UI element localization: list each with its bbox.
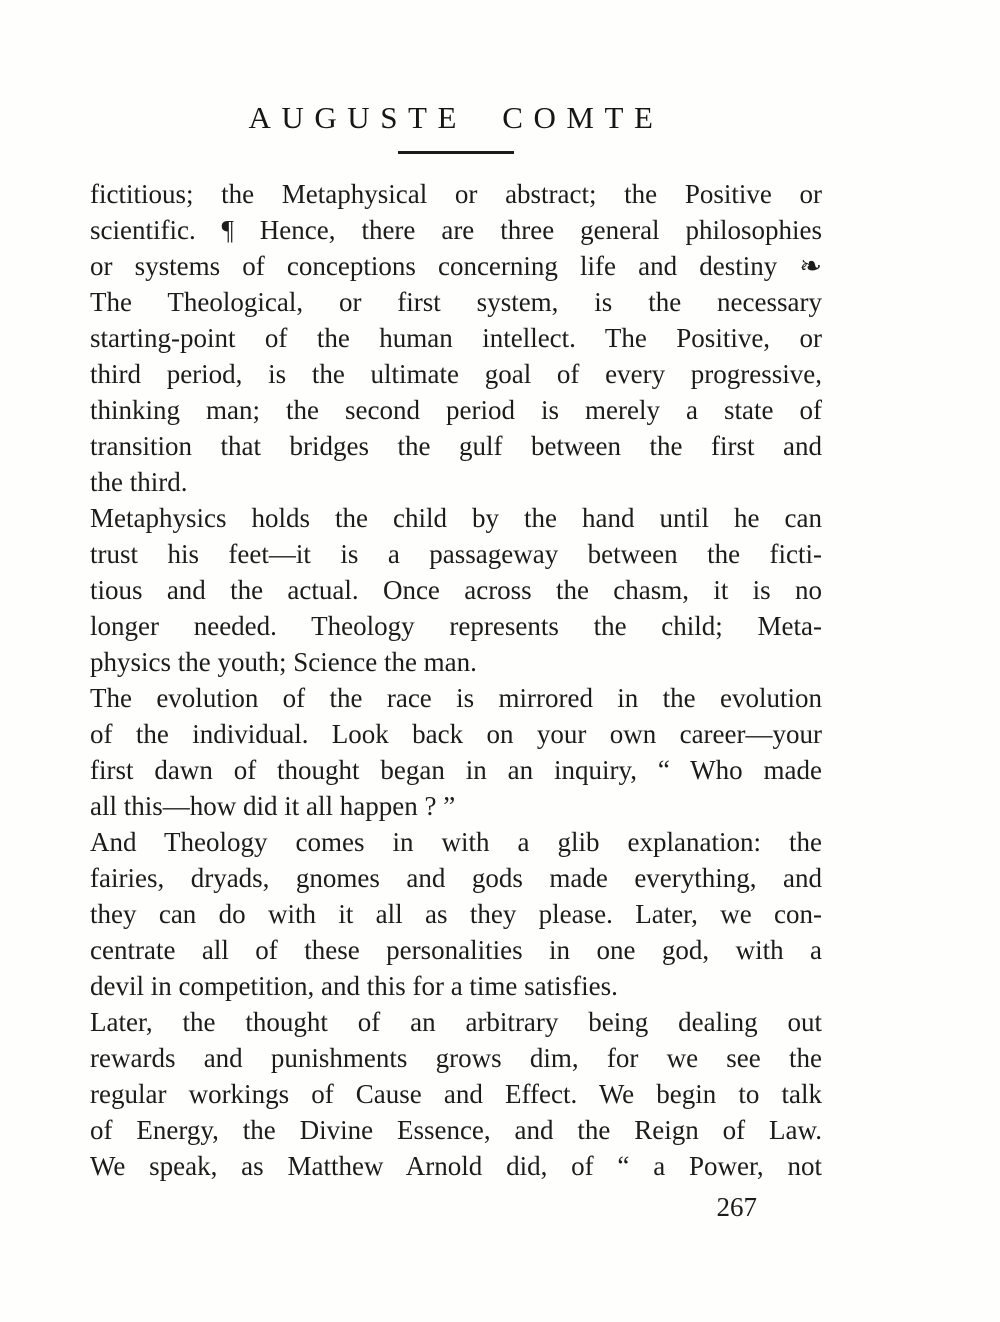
- text-line: all this—how did it all happen ? ”: [90, 791, 456, 821]
- paragraph: [90, 176, 822, 500]
- text-line: Later, the thought of an arbitrary being dealing out: [90, 1007, 822, 1037]
- text-line: The Theological, or first system, is the necessary: [90, 287, 822, 317]
- text-line: rewards and punishments grows dim, for we see the: [90, 1043, 822, 1073]
- text-line: The evolution of the race is mirrored in the evolution: [90, 683, 822, 713]
- paragraph: [90, 500, 822, 680]
- text-line: longer needed. Theology represents the child; Meta-: [90, 611, 822, 641]
- text-line: thinking man; the second period is merely a state of: [90, 395, 822, 425]
- text-line: they can do with it all as they please. Later, we con-: [90, 899, 822, 929]
- text-line: fictitious; the Metaphysical or abstract; the Positive or: [90, 179, 822, 209]
- text-line: third period, is the ultimate goal of every progressive,: [90, 359, 822, 389]
- paragraph: [90, 680, 822, 824]
- text-line: starting-point of the human intellect. The Positive, or: [90, 323, 822, 353]
- page-title: AUGUSTE COMTE: [248, 100, 664, 135]
- text-line: scientific. ¶ Hence, there are three general philosophies: [90, 215, 822, 245]
- page-number: 267: [716, 1192, 757, 1222]
- text-line: physics the youth; Science the man.: [90, 647, 477, 677]
- text-line: fairies, dryads, gnomes and gods made everything, and: [90, 863, 822, 893]
- text-line: centrate all of these personalities in one god, with a: [90, 935, 822, 965]
- text-line: the third.: [90, 467, 188, 497]
- text-line: We speak, as Matthew Arnold did, of “ a Power, not: [90, 1151, 822, 1181]
- text-block: [90, 176, 822, 1184]
- text-line: regular workings of Cause and Effect. We begin to talk: [90, 1079, 822, 1109]
- text-line: trust his feet—it is a passageway between the ficti-: [90, 539, 822, 569]
- header-rule: [398, 151, 514, 154]
- text-line: devil in competition, and this for a time satisfies.: [90, 971, 618, 1001]
- text-line: or systems of conceptions concerning life and destiny ❧: [90, 251, 822, 281]
- paragraph: [90, 824, 822, 1004]
- text-line: of Energy, the Divine Essence, and the Reign of Law.: [90, 1115, 822, 1145]
- text-line: of the individual. Look back on your own career—your: [90, 719, 822, 749]
- text-line: first dawn of thought began in an inquiry, “ Who made: [90, 755, 822, 785]
- text-line: tious and the actual. Once across the chasm, it is no: [90, 575, 822, 605]
- text-line: transition that bridges the gulf between the first and: [90, 431, 822, 461]
- text-line: Metaphysics holds the child by the hand until he can: [90, 503, 822, 533]
- paragraph: [90, 1004, 822, 1184]
- text-line: And Theology comes in with a glib explanation: the: [90, 827, 822, 857]
